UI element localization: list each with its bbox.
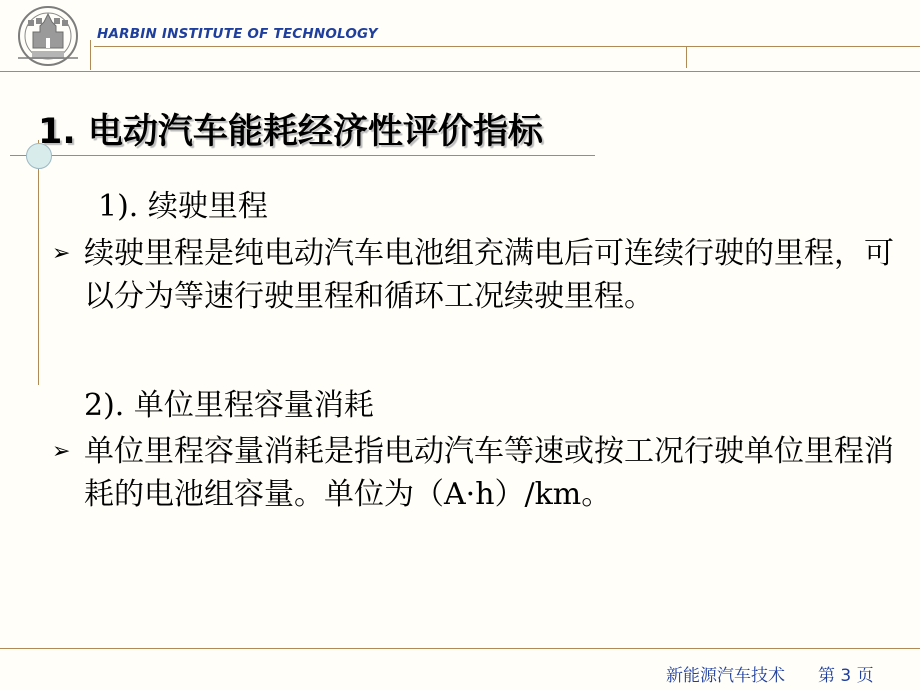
bullet-text: 续驶里程是纯电动汽车电池组充满电后可连续行驶的里程，可以分为等速行驶里程和循环工况续驶里程。 [84, 236, 894, 314]
slide-title: 1. 电动汽车能耗经济性评价指标 [38, 112, 543, 152]
section-heading: 2). 单位里程容量消耗 [84, 388, 374, 423]
bullet-text: 单位里程容量消耗是指电动汽车等速或按工况行驶单位里程消耗的电池组容量。单位为（A·h）/km。 [84, 434, 894, 512]
header-bottom-rule [0, 71, 920, 72]
top-left-vertical-rule [90, 40, 91, 70]
top-right-vertical-rule [686, 46, 687, 68]
page-number: 第 3 页 [818, 666, 874, 686]
course-name: 新能源汽车技术 [666, 666, 785, 686]
header-rule [94, 46, 920, 47]
footer-rule [0, 648, 920, 649]
title-underline [10, 155, 595, 156]
institution-name: HARBIN INSTITUTE OF TECHNOLOGY [97, 26, 378, 42]
section-heading: 1). 续驶里程 [98, 189, 268, 224]
university-seal-icon [8, 4, 88, 68]
bullet-arrow-icon: ➢ [52, 439, 71, 464]
left-vertical-rule [38, 140, 39, 385]
bullet-arrow-icon: ➢ [52, 241, 71, 266]
